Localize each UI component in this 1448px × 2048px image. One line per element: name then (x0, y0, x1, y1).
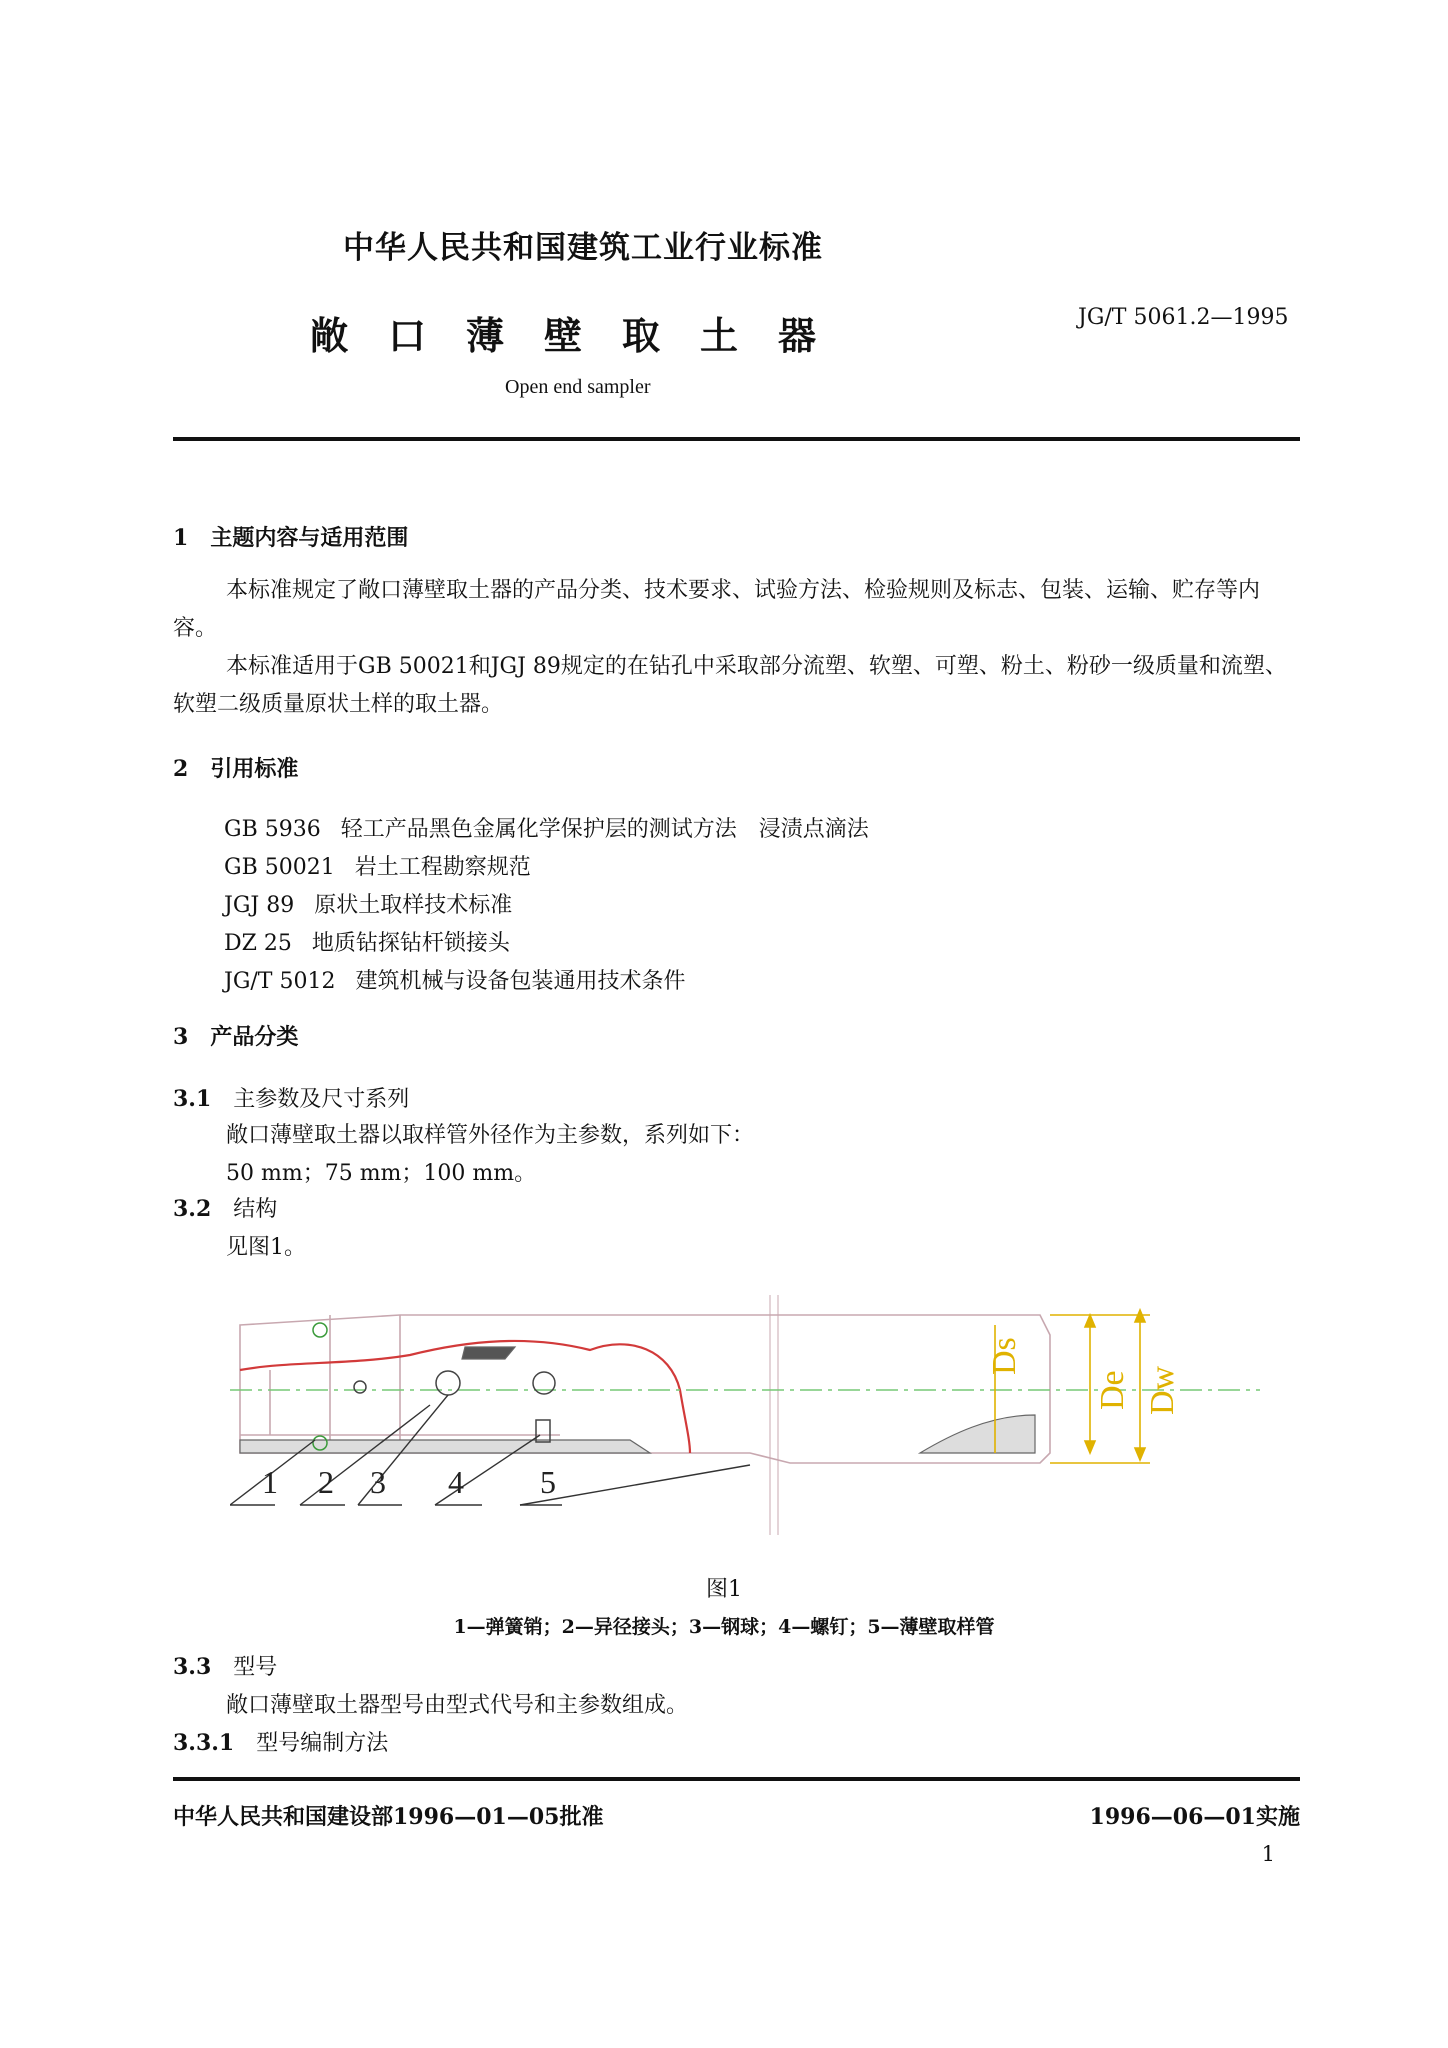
section-number: 3 (173, 1024, 189, 1050)
section-3-heading (173, 1020, 298, 1051)
reference-code: GB 5936 (224, 817, 321, 842)
subsection-title: 型号编制方法 (256, 1731, 389, 1756)
reference-code: GB 50021 (224, 855, 335, 880)
reference-item (224, 850, 531, 881)
subsection-number: 3.1 (173, 1086, 212, 1112)
page-number: 1 (1261, 1842, 1275, 1866)
dimension-label-de: De (1094, 1370, 1131, 1410)
reference-title: 轻工产品黑色金属化学保护层的测试方法 浸渍点滴法 (340, 817, 869, 842)
standard-category-title: 中华人民共和国建筑工业行业标准 (343, 230, 823, 266)
effective-date: 1996—06—01实施 (1089, 1804, 1300, 1830)
subsection-number: 3.3.1 (173, 1730, 235, 1756)
reference-title: 建筑机械与设备包装通用技术条件 (355, 969, 686, 994)
reference-item (224, 888, 512, 919)
subsection-3-3-text: 敞口薄壁取土器型号由型式代号和主参数组成。 (226, 1693, 689, 1718)
dimension-label-dw: Dw (1144, 1365, 1181, 1415)
subsection-3-1 (173, 1082, 409, 1113)
subsection-3-3 (173, 1650, 277, 1681)
reference-code: JGJ 89 (224, 893, 295, 918)
reference-code: JG/T 5012 (224, 969, 336, 994)
approval-line: 中华人民共和国建设部1996—01—05批准 (173, 1804, 604, 1830)
section-1-paragraph-2: 本标准适用于GB 50021和JGJ 89规定的在钻孔中采取部分流塑、软塑、可塑、粉土、粉砂一级质量和流塑、软塑二级质量原状土样的取土器。 (173, 654, 1287, 717)
footer-rule (173, 1777, 1300, 1781)
section-1-heading (173, 521, 408, 552)
section-title: 产品分类 (210, 1024, 299, 1050)
section-number: 1 (173, 525, 189, 551)
subsection-title: 型号 (233, 1655, 278, 1680)
figure-caption: 1—弹簧销；2—异径接头；3—钢球；4—螺钉；5—薄壁取样管 (453, 1616, 995, 1638)
section-1-paragraph-1: 本标准规定了敞口薄壁取土器的产品分类、技术要求、试验方法、检验规则及标志、包装、运输、贮存等内容。 (173, 578, 1261, 641)
section-title: 主题内容与适用范围 (210, 525, 409, 551)
section-number: 2 (173, 756, 189, 782)
subsection-3-2 (173, 1192, 277, 1223)
subsection-3-2-text: 见图1。 (226, 1235, 306, 1260)
document-title: 敞口薄壁取土器 (310, 313, 857, 358)
subsection-3-1-text-2: 50 mm；75 mm；100 mm。 (226, 1161, 537, 1186)
subsection-3-3-1 (173, 1726, 388, 1757)
subsection-number: 3.3 (173, 1654, 212, 1680)
document-title-english: Open end sampler (505, 376, 651, 398)
reference-title: 原状土取样技术标准 (314, 893, 513, 918)
reference-title: 岩土工程勘察规范 (354, 855, 531, 880)
reference-item (224, 926, 510, 957)
reference-code: DZ 25 (224, 931, 292, 956)
callout-4: 4 (448, 1464, 464, 1500)
callout-1: 1 (262, 1464, 278, 1500)
callout-3: 3 (370, 1464, 386, 1500)
dimension-label-ds: Ds (986, 1337, 1023, 1375)
section-title: 引用标准 (210, 756, 299, 782)
callout-5: 5 (540, 1464, 556, 1500)
standard-number: JG/T 5061.2—1995 (1078, 305, 1289, 330)
reference-item (224, 812, 869, 843)
subsection-title: 结构 (233, 1197, 278, 1222)
figure-1-sampler-drawing (230, 1295, 1280, 1535)
figure-title: 图1 (706, 1577, 742, 1602)
callout-2: 2 (318, 1464, 334, 1500)
subsection-number: 3.2 (173, 1196, 212, 1222)
header-rule (173, 437, 1300, 441)
reference-title: 地质钻探钻杆锁接头 (311, 931, 510, 956)
reference-item (224, 964, 685, 995)
section-2-heading (173, 752, 298, 783)
subsection-title: 主参数及尺寸系列 (233, 1087, 410, 1112)
subsection-3-1-text-1: 敞口薄壁取土器以取样管外径作为主参数，系列如下： (226, 1123, 755, 1148)
